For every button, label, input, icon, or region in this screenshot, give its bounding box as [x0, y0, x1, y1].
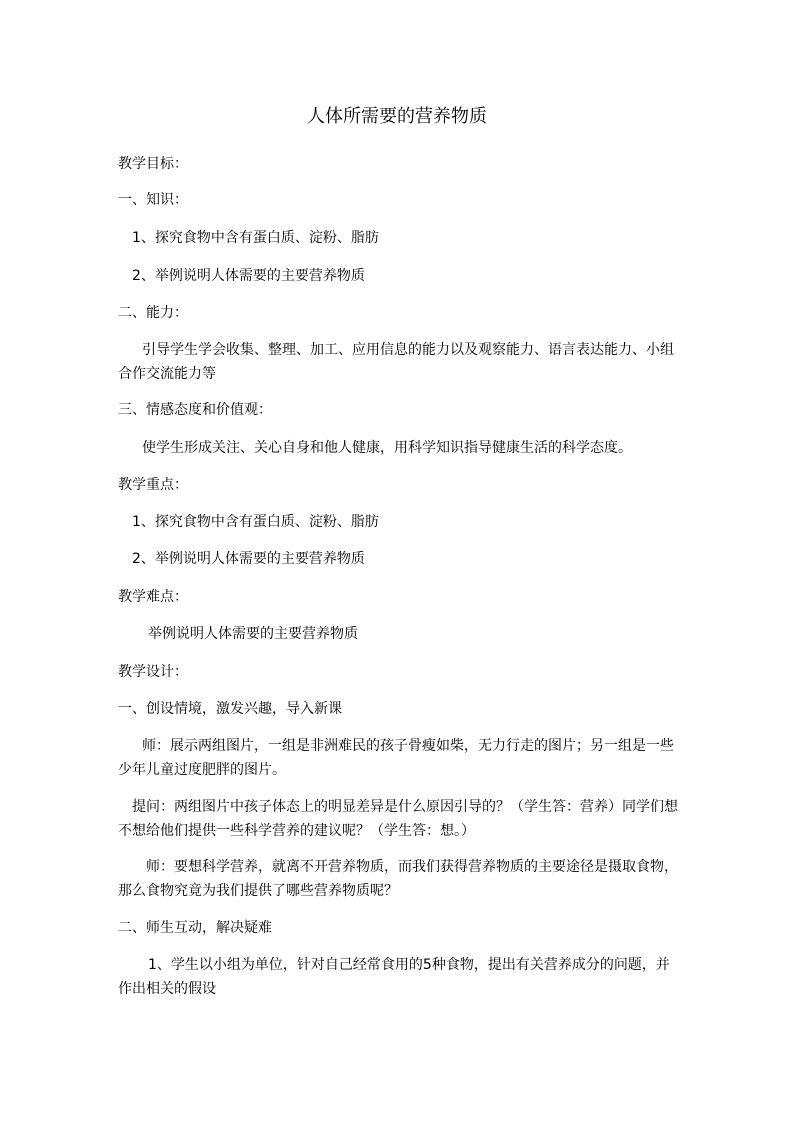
- section2-paragraph-1: 1、学生以小组为单位，针对自己经常食用的5种食物，提出有关营养成分的问题，并作出相关的假设: [118, 957, 670, 997]
- difficulty-heading: 教学难点：: [118, 589, 188, 605]
- emotion-heading: 三、情感态度和价值观：: [118, 402, 272, 418]
- design-heading: 教学设计：: [118, 664, 188, 680]
- knowledge-heading: 一、知识：: [118, 192, 188, 208]
- difficulty-paragraph: 举例说明人体需要的主要营养物质: [148, 626, 358, 642]
- knowledge-item-2: 2、举例说明人体需要的主要营养物质: [132, 268, 365, 284]
- keypoints-item-2: 2、举例说明人体需要的主要营养物质: [132, 551, 365, 567]
- ability-heading: 二、能力：: [118, 305, 188, 321]
- emotion-paragraph: 使学生形成关注、关心自身和他人健康，用科学知识指导健康生活的科学态度。: [142, 440, 632, 456]
- section1-paragraph-3: 师：要想科学营养，就离不开营养物质，而我们获得营养物质的主要途径是摄取食物，那么食物究竟为我们提供了哪些营养物质呢？: [118, 859, 678, 899]
- section1-paragraph-2: 提问：两组图片中孩子体态上的明显差异是什么原因引导的？（学生答：营养）同学们想不想给他们提供一些科学营养的建议呢？（学生答：想。）: [118, 799, 678, 839]
- ability-paragraph: 引导学生学会收集、整理、加工、应用信息的能力以及观察能力、语言表达能力、小组合作交流能力等: [118, 342, 674, 382]
- keypoints-item-1: 1、探究食物中含有蛋白质、淀粉、脂肪: [132, 514, 379, 530]
- section1-heading: 一、创设情境，激发兴趣，导入新课: [118, 701, 342, 717]
- knowledge-item-1: 1、探究食物中含有蛋白质、淀粉、脂肪: [132, 230, 379, 246]
- section1-paragraph-1: 师：展示两组图片，一组是非洲难民的孩子骨瘦如柴，无力行走的图片；另一组是一些少年儿童过度肥胖的图片。: [118, 738, 674, 778]
- keypoints-heading: 教学重点：: [118, 477, 188, 493]
- section2-heading: 二、师生互动，解决疑难: [118, 920, 272, 936]
- document-title: 人体所需要的营养物质: [307, 106, 487, 127]
- objectives-heading: 教学目标：: [118, 156, 188, 172]
